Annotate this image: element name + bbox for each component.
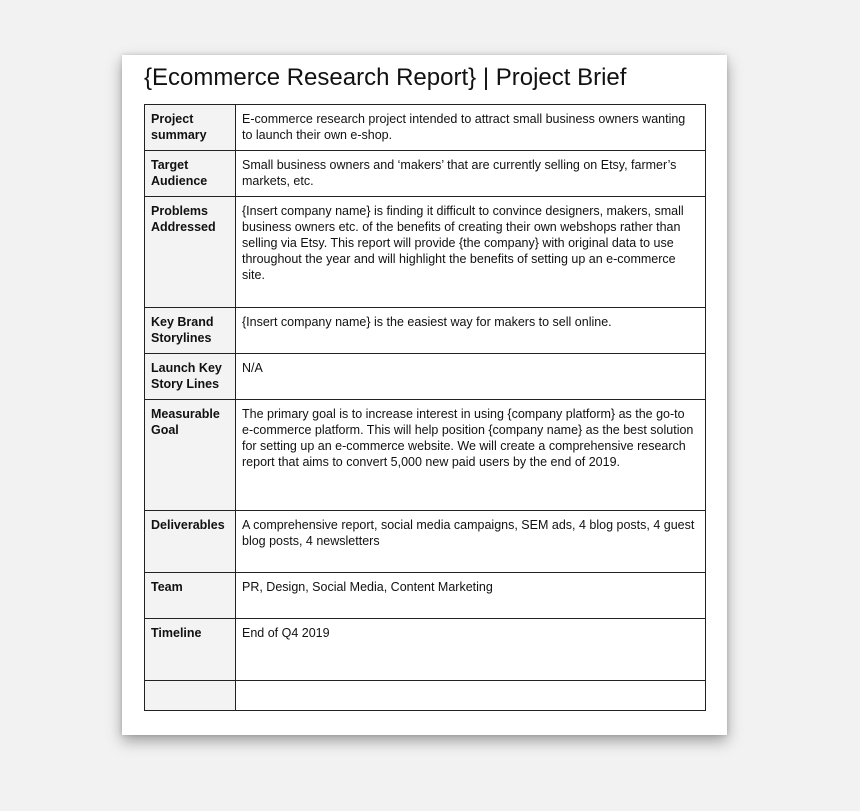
row-value: {Insert company name} is finding it difficult to convince designers, makers, small business owners etc. of the benefits of creating their own webshops rather than selling via Etsy. This report will provide {the company} with original data to use throughout the year and will highlight the benefits of setting up an e-commerce site. (236, 197, 706, 308)
row-label: Team (145, 573, 236, 619)
table-row (145, 354, 706, 400)
table-row (145, 308, 706, 354)
row-value: End of Q4 2019 (236, 619, 706, 681)
row-value: E-commerce research project intended to attract small business owners wanting to launch their own e-shop. (236, 105, 706, 151)
document-page (122, 55, 727, 735)
row-label: Problems Addressed (145, 197, 236, 308)
row-value (236, 681, 706, 711)
row-value: {Insert company name} is the easiest way for makers to sell online. (236, 308, 706, 354)
table-row (145, 619, 706, 681)
row-label: Launch Key Story Lines (145, 354, 236, 400)
row-label: Project summary (145, 105, 236, 151)
row-label (145, 681, 236, 711)
row-value: PR, Design, Social Media, Content Marketing (236, 573, 706, 619)
row-label: Key Brand Storylines (145, 308, 236, 354)
table-row (145, 105, 706, 151)
project-brief-table (144, 104, 706, 711)
table-row (145, 197, 706, 308)
row-value: A comprehensive report, social media campaigns, SEM ads, 4 blog posts, 4 guest blog posts, 4 newsletters (236, 511, 706, 573)
table-row (145, 511, 706, 573)
document-title: {Ecommerce Research Report} | Project Brief (144, 64, 627, 91)
row-label: Timeline (145, 619, 236, 681)
table-row (145, 681, 706, 711)
table-row (145, 400, 706, 511)
table-row (145, 151, 706, 197)
row-label: Target Audience (145, 151, 236, 197)
row-value: Small business owners and ‘makers’ that are currently selling on Etsy, farmer’s markets, etc. (236, 151, 706, 197)
row-value: The primary goal is to increase interest in using {company platform} as the go-to e-commerce platform. This will help position {company name} as the best solution for setting up an e-commerce website. We will create a comprehensive research report that aims to convert 5,000 new paid users by the end of 2019. (236, 400, 706, 511)
row-label: Measurable Goal (145, 400, 236, 511)
row-value: N/A (236, 354, 706, 400)
table-row (145, 573, 706, 619)
row-label: Deliverables (145, 511, 236, 573)
